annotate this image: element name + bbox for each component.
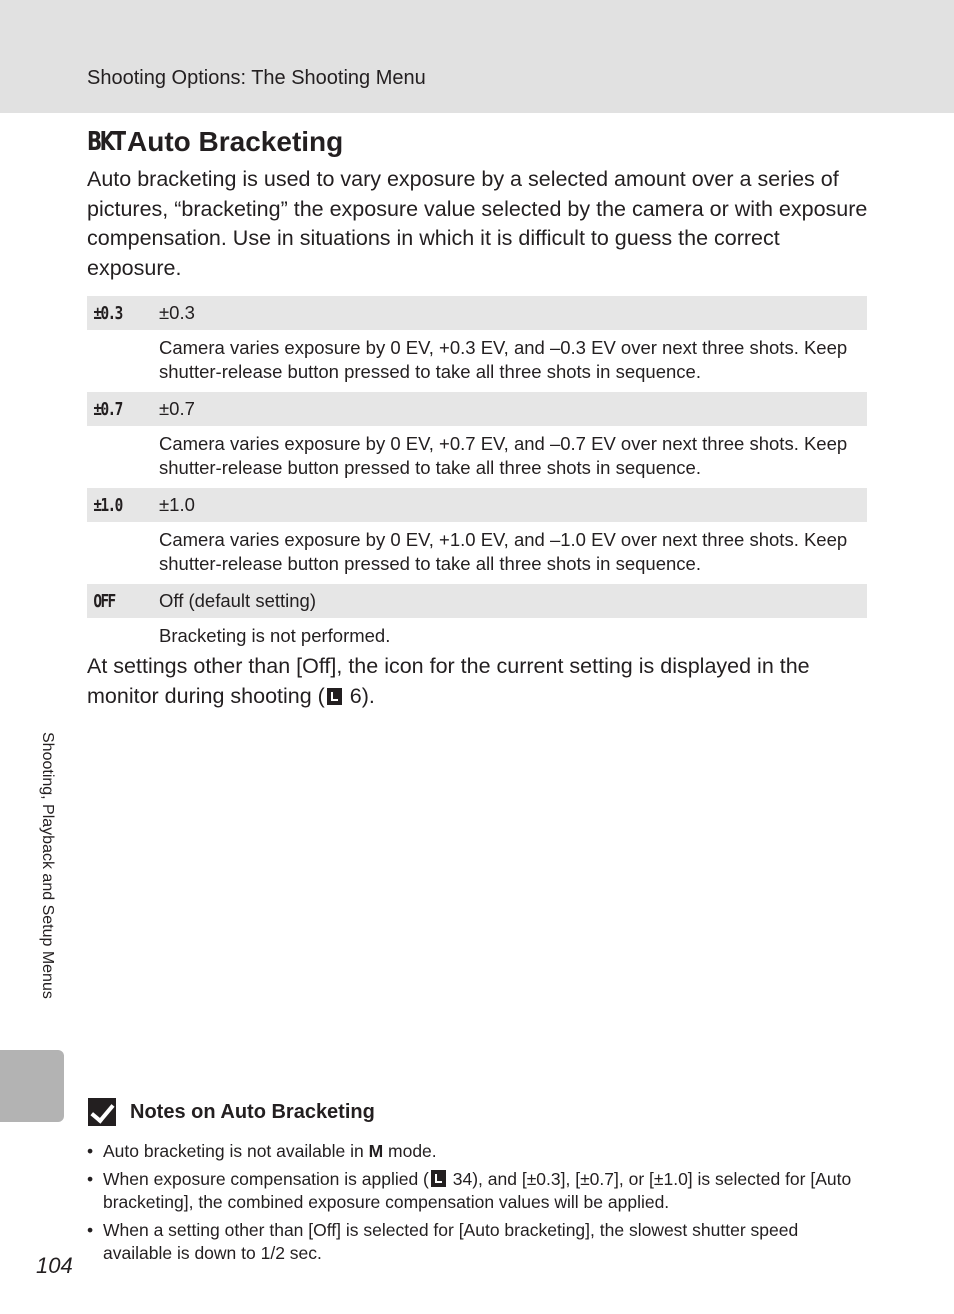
option-header (87, 488, 867, 522)
option-row (87, 392, 867, 488)
after-note-text: At settings other than [Off], the icon for the current setting is displayed in the monitor during shooting ( (87, 654, 810, 708)
option-label: ±1.0 (159, 494, 195, 515)
note-text-end: mode. (383, 1141, 437, 1161)
section-title-text: Auto Bracketing (127, 126, 344, 157)
mode-letter: M (368, 1141, 384, 1161)
page-number: 104 (36, 1253, 73, 1278)
option-header (87, 296, 867, 330)
after-note-text-end: 6). (343, 683, 375, 708)
option-description: Camera varies exposure by 0 EV, +0.7 EV, and –0.7 EV over next three shots. Keep shutter-release button pressed to take all three shots in sequence. (159, 433, 848, 478)
notes-title: Notes on Auto Bracketing (130, 1100, 375, 1123)
options-table (87, 296, 867, 654)
side-tab (0, 1050, 64, 1122)
option-label: Off (default setting) (159, 590, 316, 611)
notes-heading (88, 1098, 375, 1126)
check-icon (88, 1098, 116, 1126)
option-label: ±0.3 (159, 302, 195, 323)
section-title (87, 123, 343, 161)
plus-minus-0-3-icon: ±0.3 (93, 302, 122, 324)
header-band (0, 0, 954, 113)
list-item (87, 1219, 867, 1265)
option-label: ±0.7 (159, 398, 195, 419)
option-header (87, 584, 867, 618)
note-text: Auto bracketing is not available in (103, 1141, 369, 1161)
header-title: Shooting Options: The Shooting Menu (87, 67, 426, 89)
off-icon: OFF (93, 590, 115, 612)
bracketing-icon: BKT (87, 127, 124, 157)
option-description: Bracketing is not performed. (159, 625, 391, 646)
option-row (87, 296, 867, 392)
plus-minus-0-7-icon: ±0.7 (93, 398, 122, 420)
after-note (87, 652, 867, 711)
page-reference-icon (431, 1170, 446, 1187)
list-item (87, 1168, 867, 1214)
note-text: When a setting other than [Off] is selected for [Auto bracketing], the slowest shutter speed available is down to 1/2 sec. (103, 1220, 799, 1263)
page-reference-icon (327, 688, 342, 705)
option-description: Camera varies exposure by 0 EV, +0.3 EV, and –0.3 EV over next three shots. Keep shutter-release button pressed to take all three shots in sequence. (159, 337, 848, 382)
list-item (87, 1140, 867, 1163)
option-row (87, 488, 867, 584)
option-header (87, 392, 867, 426)
note-text-end: 34), and [±0.3], [±0.7], or [±1.0] is selected for [Auto bracketing], the combined exposure compensation values will be applied. (103, 1169, 852, 1212)
plus-minus-1-0-icon: ±1.0 (93, 494, 122, 516)
note-text: When exposure compensation is applied ( (103, 1169, 429, 1189)
side-label: Shooting, Playback and Setup Menus (39, 732, 56, 999)
intro-paragraph: Auto bracketing is used to vary exposure by a selected amount over a series of pictures, “bracketing” the exposure value selected by the camera or with exposure compensation. Use in situations in which it is difficult to guess the correct exposure. (87, 167, 868, 280)
notes-list (87, 1140, 867, 1270)
option-description: Camera varies exposure by 0 EV, +1.0 EV, and –1.0 EV over next three shots. Keep shutter-release button pressed to take all three shots in sequence. (159, 529, 848, 574)
option-row (87, 584, 867, 654)
